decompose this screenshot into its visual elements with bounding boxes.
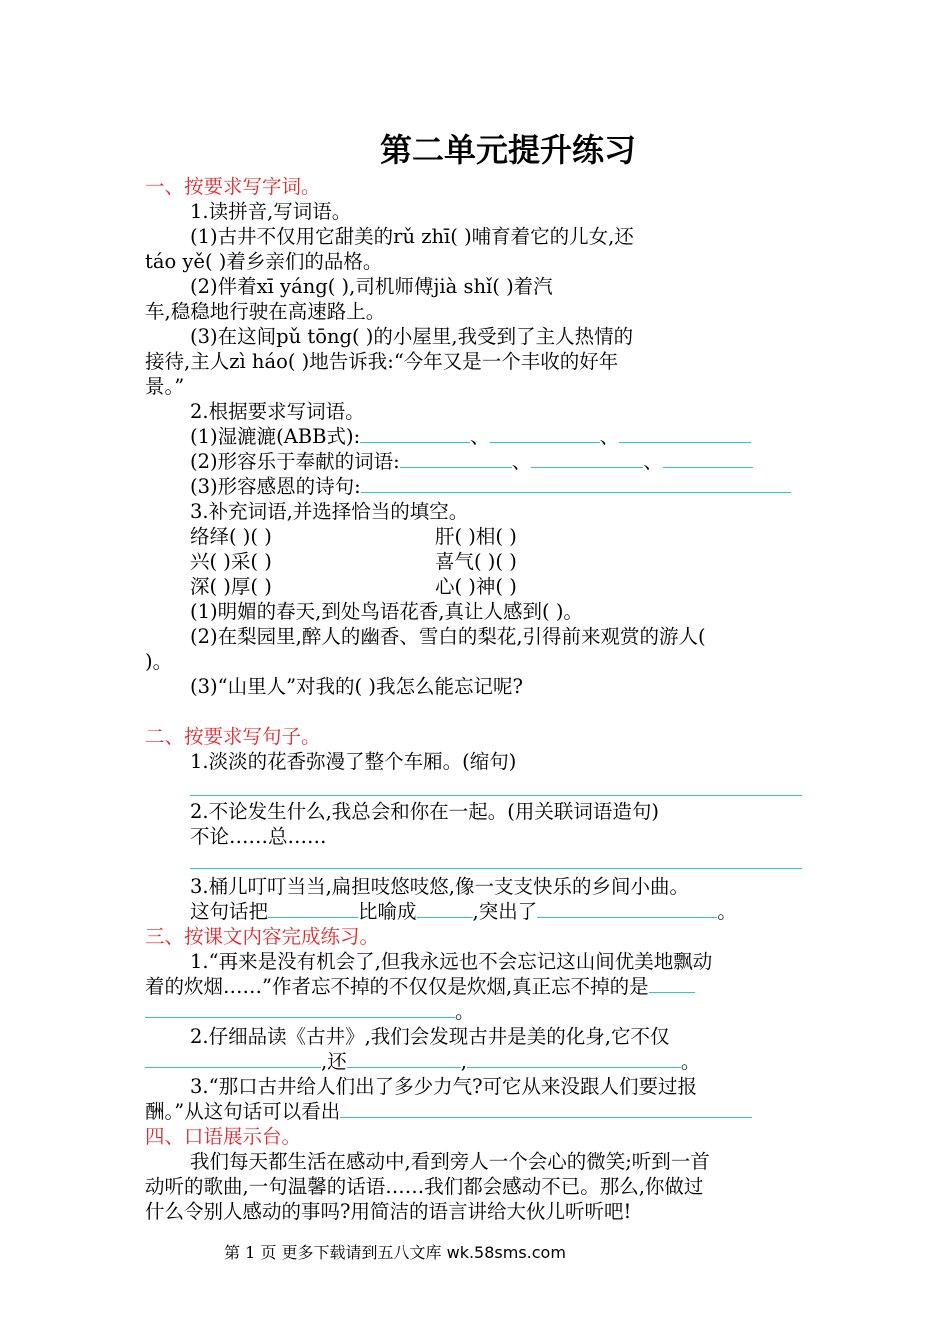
section-heading-1: 一、按要求写字词。: [145, 175, 321, 198]
answer-line[interactable]: [190, 868, 802, 869]
section-heading-3: 三、按课文内容完成练习。: [145, 925, 380, 948]
question-text: ,还 , 。: [145, 1050, 700, 1074]
question-text: (2)形容乐于奉献的词语: 、 、: [190, 450, 753, 474]
answer-blank[interactable]: [361, 476, 791, 493]
footer-link[interactable]: wk.58sms.com: [446, 1243, 566, 1262]
question-text: táo yě( )着乡亲们的品格。: [145, 250, 383, 273]
answer-blank[interactable]: [340, 1101, 752, 1118]
answer-line[interactable]: [190, 795, 802, 796]
question-text: 3.“那口古井给人们出了多少力气?可它从来没跟人们要过报: [190, 1075, 698, 1098]
answer-blank[interactable]: [145, 1051, 321, 1068]
question-1-2-title: 2.根据要求写词语。: [190, 400, 365, 423]
answer-blank[interactable]: [347, 1051, 461, 1068]
answer-blank[interactable]: [490, 426, 600, 443]
answer-blank[interactable]: [400, 451, 512, 468]
word-fill: 络绎( )( ): [190, 525, 272, 548]
section-heading-4: 四、口语展示台。: [145, 1125, 302, 1148]
question-text: 2.不论发生什么,我总会和你在一起。(用关联词语造句): [190, 800, 660, 823]
question-text: (1)明媚的春天,到处鸟语花香,真让人感到( )。: [190, 600, 583, 623]
paragraph-line: 什么令别人感动的事吗?用简洁的语言讲给大伙儿听听吧!: [145, 1200, 632, 1223]
question-text: 。: [145, 1000, 475, 1024]
answer-blank[interactable]: [268, 901, 358, 918]
question-text: 这句话把 比喻成 ,突出了 。: [190, 900, 737, 923]
question-text: (2)在梨园里,醉人的幽香、雪白的梨花,引得前来观赏的游人(: [190, 625, 706, 648]
question-text: 1.淡淡的花香弥漫了整个车厢。(缩句): [190, 750, 517, 773]
word-fill: 心( )神( ): [435, 575, 517, 598]
answer-blank[interactable]: [360, 426, 470, 443]
answer-blank[interactable]: [537, 901, 717, 918]
question-text: 酬。”从这句话可以看出: [145, 1100, 752, 1124]
paragraph-line: 我们每天都生活在感动中,看到旁人一个会心的微笑;听到一首: [190, 1150, 710, 1173]
word-fill: 兴( )采( ): [190, 550, 272, 573]
question-text: (3)“山里人”对我的( )我怎么能忘记呢?: [190, 675, 523, 698]
answer-blank[interactable]: [663, 451, 753, 468]
question-text: )。: [145, 650, 173, 673]
question-text: 3.桶儿叮叮当当,扁担吱悠吱悠,像一支支快乐的乡间小曲。: [190, 875, 690, 898]
question-1-3-title: 3.补充词语,并选择恰当的填空。: [190, 500, 469, 523]
answer-blank[interactable]: [649, 976, 695, 993]
question-text: (1)湿漉漉(ABB式): 、 、: [190, 425, 751, 449]
question-text: 2.仔细品读《古井》,我们会发现古井是美的化身,它不仅: [190, 1025, 670, 1048]
question-text: 景。”: [145, 375, 185, 398]
question-text: 1.“再来是没有机会了,但我永远也不会忘记这山间优美地飘动: [190, 950, 713, 973]
question-text: (3)在这间pǔ tōng( )的小屋里,我受到了主人热情的: [190, 325, 634, 348]
question-1-1-title: 1.读拼音,写词语。: [190, 200, 352, 223]
question-hint: 不论……总……: [190, 825, 327, 848]
word-fill: 深( )厚( ): [190, 575, 272, 598]
answer-blank[interactable]: [531, 451, 643, 468]
question-text: (1)古井不仅用它甜美的rǔ zhī( )哺育着它的儿女,还: [190, 225, 634, 248]
answer-blank[interactable]: [417, 901, 473, 918]
answer-blank[interactable]: [467, 1051, 681, 1068]
paragraph-line: 动听的歌曲,一句温馨的话语……我们都会感动不已。那么,你做过: [145, 1175, 704, 1198]
question-text: 车,稳稳地行驶在高速路上。: [145, 300, 386, 323]
word-fill: 肝( )相( ): [435, 525, 517, 548]
footer-text: 第 1 页 更多下载请到五八文库: [224, 1243, 447, 1262]
section-heading-2: 二、按要求写句子。: [145, 725, 321, 748]
question-text: (3)形容感恩的诗句:: [190, 475, 791, 499]
page-footer: [0, 1243, 790, 1263]
word-fill: 喜气( )( ): [435, 550, 517, 573]
question-text: (2)伴着xī yáng( ),司机师傅jià shǐ( )着汽: [190, 275, 553, 298]
question-text: 着的炊烟……”作者忘不掉的不仅仅是炊烟,真正忘不掉的是: [145, 975, 695, 999]
answer-blank[interactable]: [619, 426, 751, 443]
question-text: 接待,主人zì háo( )地告诉我:“今年又是一个丰收的好年: [145, 350, 619, 373]
page-title: 第二单元提升练习: [379, 131, 636, 169]
answer-blank[interactable]: [145, 1001, 455, 1018]
